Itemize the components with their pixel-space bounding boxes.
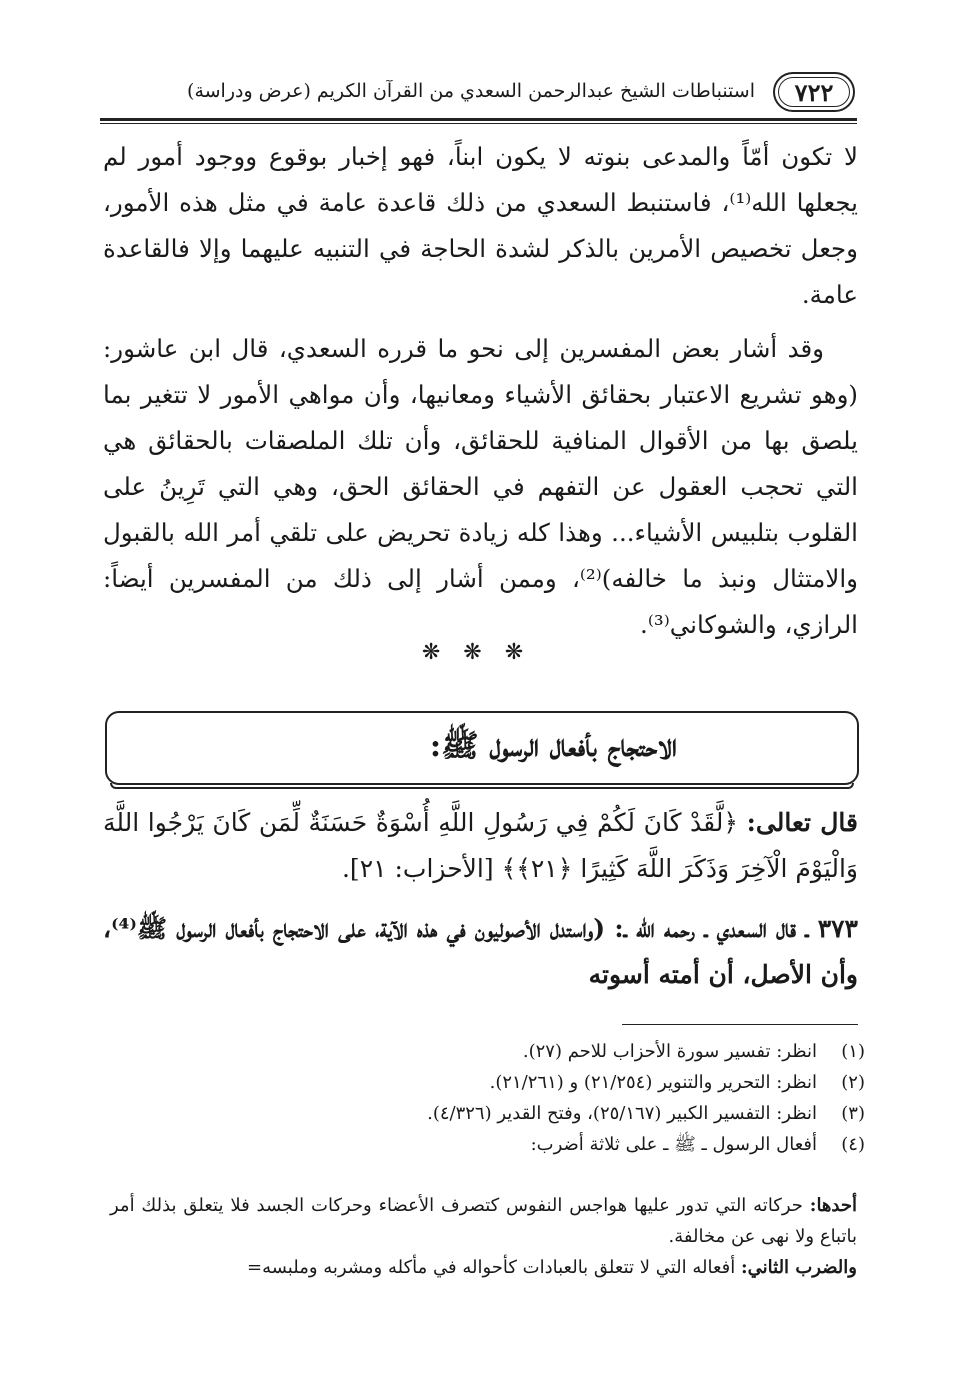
second-type-label: والضرب الثاني: [741, 1257, 857, 1278]
footnote-4-continuation [110, 1190, 857, 1283]
verse-reference: [الأحزاب: ٢١]. [341, 854, 494, 883]
footnote-rule [622, 1024, 858, 1025]
verse-text: ﴿لَّقَدْ كَانَ لَكُمْ فِي رَسُولِ اللَّهِ أُسْوَةٌ حَسَنَةٌ لِّمَن كَانَ يَرْجُوا اللَّهَ وَالْيَوْمَ الْآخِرَ وَذَكَرَ اللَّهَ كَثِيرًا ﴿٢١﴾﴾ [103, 808, 858, 883]
footnote-3 [110, 1098, 865, 1129]
footnote-number: (٢) [841, 1072, 865, 1093]
header-rule [100, 118, 857, 121]
paragraph-2: وقد أشار بعض المفسرين إلى نحو ما قرره السعدي، قال ابن عاشور: (وهو تشريع الاعتبار بحقائق الأشياء ومعانيها، وأن مواهي الأمور لا تتغير بما يلصق بها من الأقوال المنافية للحقائق، وأن تلك الملصقات بالحقائق هي التي تحجب العقول عن التفهم في الحقائق الحق، وهي التي تَرِينُ على القلوب بتلبيس الأشياء... وهذا كله زيادة تحريض على تلقي أمر الله بالقبول والامتثال ونبذ ما خالفه)⁽²⁾، وممن أشار إلى ذلك من المفسرين أيضاً: الرازي، والشوكاني⁽³⁾. [103, 334, 858, 639]
footnote-number: (١) [841, 1041, 865, 1062]
verse-lead: قال تعالى: [746, 808, 858, 837]
footnote-1 [110, 1036, 865, 1067]
separator-ornament: ❋ ❋ ❋ [421, 640, 532, 665]
footnote-text: أفعال الرسول ـ ﷺ ـ على ثلاثة أضرب: [530, 1134, 817, 1155]
header-rule-thin [100, 123, 857, 124]
footnote-2 [110, 1067, 865, 1098]
first-type-label: أحدها: [809, 1195, 857, 1216]
footnote-number: (٤) [841, 1134, 865, 1155]
page-header [100, 72, 855, 114]
quran-verse [103, 800, 858, 892]
page-number: ٧٢٢ [773, 72, 855, 112]
footnote-text: انظر: تفسير سورة الأحزاب للاحم (٢٧). [522, 1041, 817, 1062]
footnote-text: انظر: التفسير الكبير (٢٥/١٦٧)، وفتح القدير (٤/٣٢٦). [427, 1103, 817, 1124]
first-type-text: حركاته التي تدور عليها هواجس النفوس كتصرف الأعضاء وحركات الجسد فلا يتعلق بذلك أمر باتباع ولا نهى عن مخالفة. [110, 1195, 857, 1247]
footnote-number: (٣) [841, 1103, 865, 1124]
footnote-second-type [110, 1252, 857, 1283]
second-type-text: أفعاله التي لا تتعلق بالعبادات كأحواله في مأكله ومشربه وملبسه= [247, 1257, 736, 1278]
section-title: الاحتجاج بأفعال الرسول ﷺ: [429, 728, 677, 764]
footnotes-list [110, 1036, 865, 1160]
running-title: استنباطات الشيخ عبدالرحمن السعدي من القرآن الكريم (عرض ودراسة) [187, 80, 755, 102]
paragraph-1: لا تكون أمّاً والمدعى بنوته لا يكون ابناً، فهو إخبار بوقوع ووجود أمور لم يجعلها الله⁽¹⁾، فاستنبط السعدي من ذلك قاعدة عامة في مثل هذه الأمور، وجعل تخصيص الأمرين بالذكر لشدة الحاجة في التنبيه عليهما وإلا فالقاعدة عامة. [103, 142, 858, 309]
footnote-4 [110, 1129, 865, 1160]
footnote-first-type [110, 1190, 857, 1252]
numbered-item: ٣٧٣ ـ قال السعدي ـ رحمه الله ـ: (واستدل الأصوليون في هذه الآية، على الاحتجاج بأفعال الرسول ﷺ⁽⁴⁾، وأن الأصل، أن أمته أسوته [103, 914, 858, 989]
footnote-text: انظر: التحرير والتنوير (٢١/٢٥٤) و (٢١/٢٦١). [489, 1072, 817, 1093]
section-heading-box [105, 711, 859, 785]
